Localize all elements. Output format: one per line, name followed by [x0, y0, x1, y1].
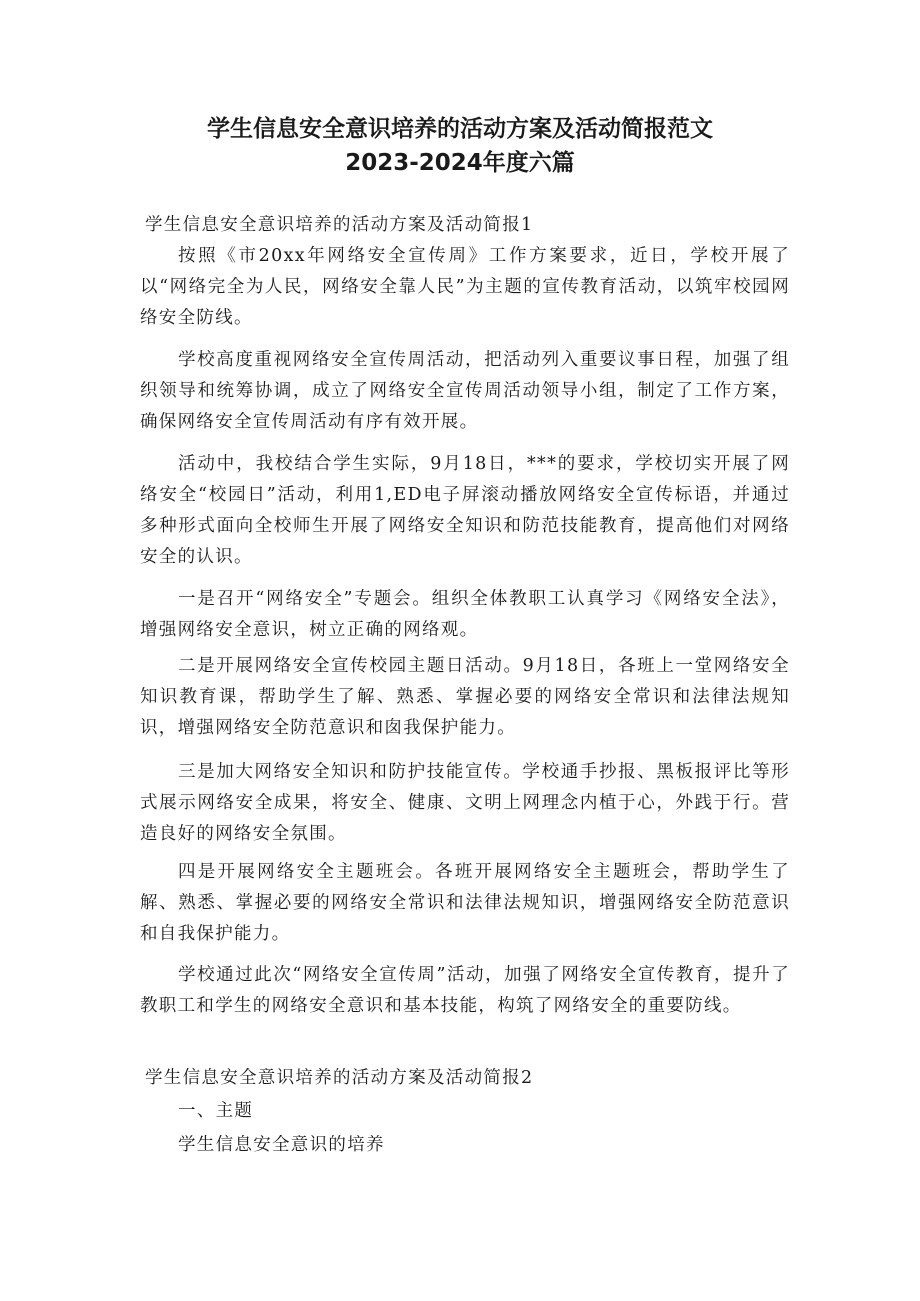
document-subtitle: 2023-2024年度六篇 [345, 150, 575, 176]
paragraph-2: 学校高度重视网络安全宣传周活动，把活动列入重要议事日程，加强了组织领导和统筹协调，成立了网络安全宣传周活动领导小组，制定了工作方案，确保网络安全宣传周活动有序有效开展。 [140, 350, 790, 432]
section-subheading: 一、主题 [178, 1101, 254, 1121]
theme-line: 学生信息安全意识的培养 [178, 1135, 385, 1155]
paragraph-7: 四是开展网络安全主题班会。各班开展网络安全主题班会，帮助学生了解、熟悉、掌握必要的网络安全常识和法律法规知识，增强网络安全防范意识和自我保护能力。 [140, 862, 790, 944]
paragraph-4: 一是召开“网络安全”专题会。组织全体教职工认真学习《网络安全法》，增强网络安全意识，树立正确的网络观。 [140, 589, 790, 640]
paragraph-5: 二是开展网络安全宣传校园主题日活动。9月18日，各班上一堂网络安全知识教育课，帮助学生了解、熟悉、掌握必要的网络安全常识和法律法规知识，增强网络安全防范意识和囱我保护能力。 [140, 656, 790, 738]
paragraph-1: 按照《市20xx年网络安全宣传周》工作方案要求，近日，学校开展了以“网络完全为人民，网络安全靠人民”为主题的宣传教育活动，以筑牢校园网络安全防线。 [140, 246, 790, 328]
paragraph-6: 三是加大网络安全知识和防护技能宣传。学校通手抄报、黑板报评比等形式展示网络安全成果，将安全、健康、文明上网理念内植于心，外践于行。营造良好的网络安全氛围。 [140, 762, 790, 844]
section-heading-1: 学生信息安全意识培养的活动方案及活动简报1 [145, 215, 534, 235]
document-title: 学生信息安全意识培养的活动方案及活动简报范文 [207, 116, 713, 142]
paragraph-8: 学校通过此次“网络安全宣传周”活动，加强了网络安全宣传教育，提升了教职工和学生的网络安全意识和基本技能，构筑了网络安全的重要防线。 [140, 965, 790, 1016]
section-heading-2: 学生信息安全意识培养的活动方案及活动简报2 [145, 1068, 534, 1088]
paragraph-3: 活动中，我校结合学生实际，9月18日，***的要求，学校切实开展了网络安全“校园日”活动，利用1,ED电子屏滚动播放网络安全宣传标语，并通过多种形式面向全校师生开展了网络安全知识和防范技能教育，提高他们对网络安全的认识。 [140, 454, 790, 567]
